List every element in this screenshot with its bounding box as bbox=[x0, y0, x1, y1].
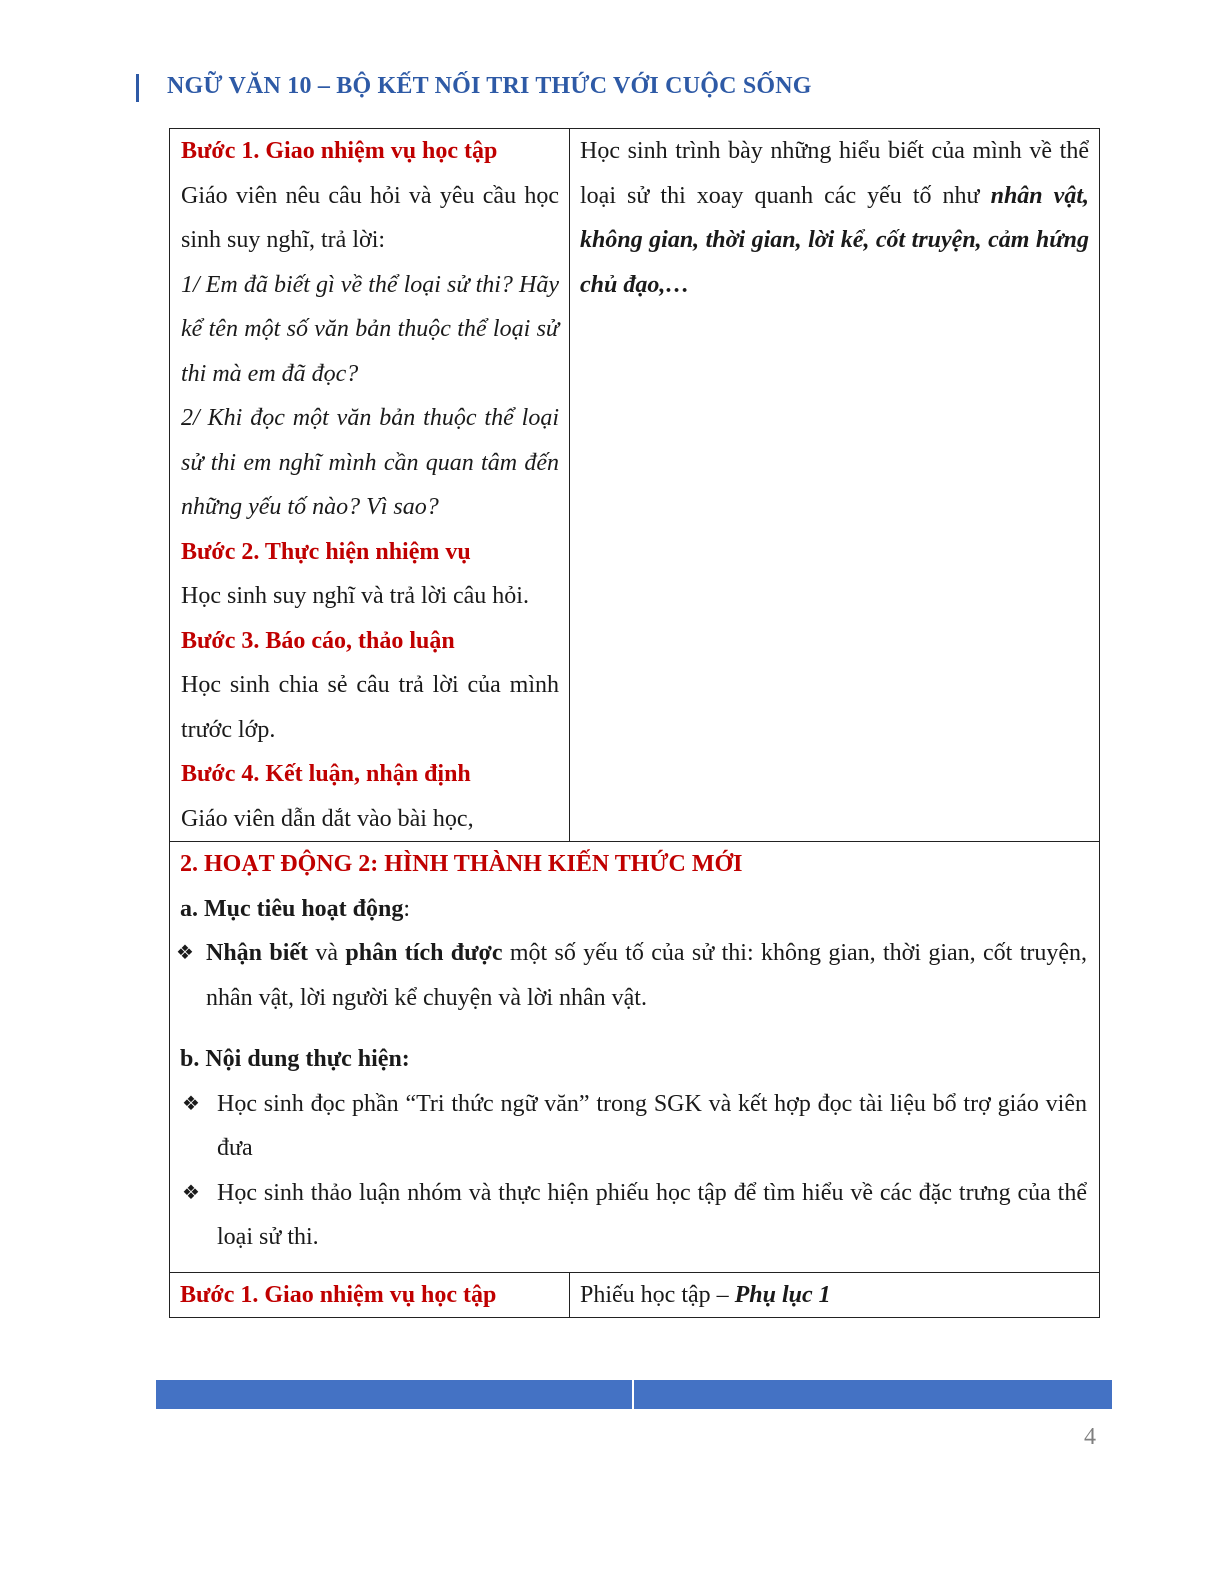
goal-bold-1: Nhận biết bbox=[206, 940, 309, 966]
table-row-activity-1 bbox=[170, 129, 1100, 842]
goal-text-1: và bbox=[308, 940, 346, 966]
goal-label: a. Mục tiêu hoạt động bbox=[180, 895, 404, 922]
row3-step1-title: Bước 1. Giao nhiệm vụ học tập bbox=[180, 1281, 497, 1308]
diamond-bullet-icon: ❖ bbox=[182, 1092, 200, 1115]
activity-2-heading: 2. HOẠT ĐỘNG 2: HÌNH THÀNH KIẾN THỨC MỚI bbox=[180, 851, 743, 877]
content-bullet-2 bbox=[180, 1171, 1087, 1260]
goal-colon: : bbox=[403, 895, 411, 922]
goal-bullet bbox=[176, 931, 1087, 1020]
cell-teacher-steps bbox=[170, 129, 570, 842]
goal-bullet-text bbox=[206, 931, 1087, 1020]
worksheet-text: Phiếu học tập – bbox=[580, 1281, 735, 1308]
content-bullet-1 bbox=[180, 1082, 1087, 1171]
table-row-activity-2-step-1 bbox=[170, 1272, 1100, 1318]
page-number: 4 bbox=[1084, 1424, 1096, 1450]
goal-heading bbox=[180, 887, 1087, 932]
cell-activity-2 bbox=[170, 842, 1100, 1273]
step2-title: Bước 2. Thực hiện nhiệm vụ bbox=[181, 538, 471, 565]
student-result-emphasis: nhân vật, không gian, thời gian, lời kể, cốt truyện, cảm hứng chủ đạo,… bbox=[580, 182, 1089, 298]
question-2: 2/ Khi đọc một văn bản thuộc thể loại sử thi em nghĩ mình cần quan tâm đến những yếu tố nào? Vì sao? bbox=[181, 405, 559, 520]
table-row-activity-2 bbox=[170, 842, 1100, 1273]
step1-text: Giáo viên nêu câu hỏi và yêu cầu học sinh suy nghĩ, trả lời: bbox=[181, 182, 559, 253]
header-accent-bar bbox=[136, 74, 139, 102]
cell-worksheet bbox=[570, 1272, 1100, 1318]
footer-bar bbox=[156, 1380, 1112, 1409]
diamond-bullet-icon: ❖ bbox=[182, 1181, 200, 1204]
cell-step1-task bbox=[170, 1272, 570, 1318]
worksheet-appendix: Phụ lục 1 bbox=[734, 1281, 831, 1308]
diamond-bullet-icon: ❖ bbox=[176, 942, 194, 964]
step3-text: Học sinh chia sẻ câu trả lời của mình trước lớp. bbox=[181, 672, 559, 743]
goal-bold-2: phân tích được bbox=[345, 940, 503, 966]
question-1: 1/ Em đã biết gì về thể loại sử thi? Hãy kể tên một số văn bản thuộc thể loại sử thi mà em đã đọc? bbox=[181, 271, 559, 387]
content-heading: b. Nội dung thực hiện: bbox=[180, 1046, 410, 1072]
content-bullet-2-text: Học sinh thảo luận nhóm và thực hiện phiếu học tập để tìm hiểu về các đặc trưng của thể loại sử thi. bbox=[217, 1179, 1087, 1250]
step4-title: Bước 4. Kết luận, nhận định bbox=[181, 761, 471, 787]
step3-title: Bước 3. Báo cáo, thảo luận bbox=[181, 627, 455, 654]
cell-student-result bbox=[570, 129, 1100, 842]
step1-title: Bước 1. Giao nhiệm vụ học tập bbox=[181, 138, 498, 164]
content-bullet-1-text: Học sinh đọc phần “Tri thức ngữ văn” trong SGK và kết hợp đọc tài liệu bổ trợ giáo viên đưa bbox=[217, 1090, 1087, 1161]
goal-text-2: một số yếu tố của sử thi: không gian, thời gian, cốt truyện, nhân vật, lời người kể chuyện và lời nhân vật. bbox=[206, 940, 1088, 1011]
page-header-title: NGỮ VĂN 10 – BỘ KẾT NỐI TRI THỨC VỚI CUỘC SỐNG bbox=[167, 73, 812, 99]
lesson-table bbox=[169, 128, 1100, 1318]
step4-text: Giáo viên dẫn dắt vào bài học, bbox=[181, 805, 474, 832]
student-result-text: Học sinh trình bày những hiểu biết của mình về thể loại sử thi xoay quanh các yếu tố như bbox=[580, 138, 1089, 209]
step2-text: Học sinh suy nghĩ và trả lời câu hỏi. bbox=[181, 583, 529, 609]
